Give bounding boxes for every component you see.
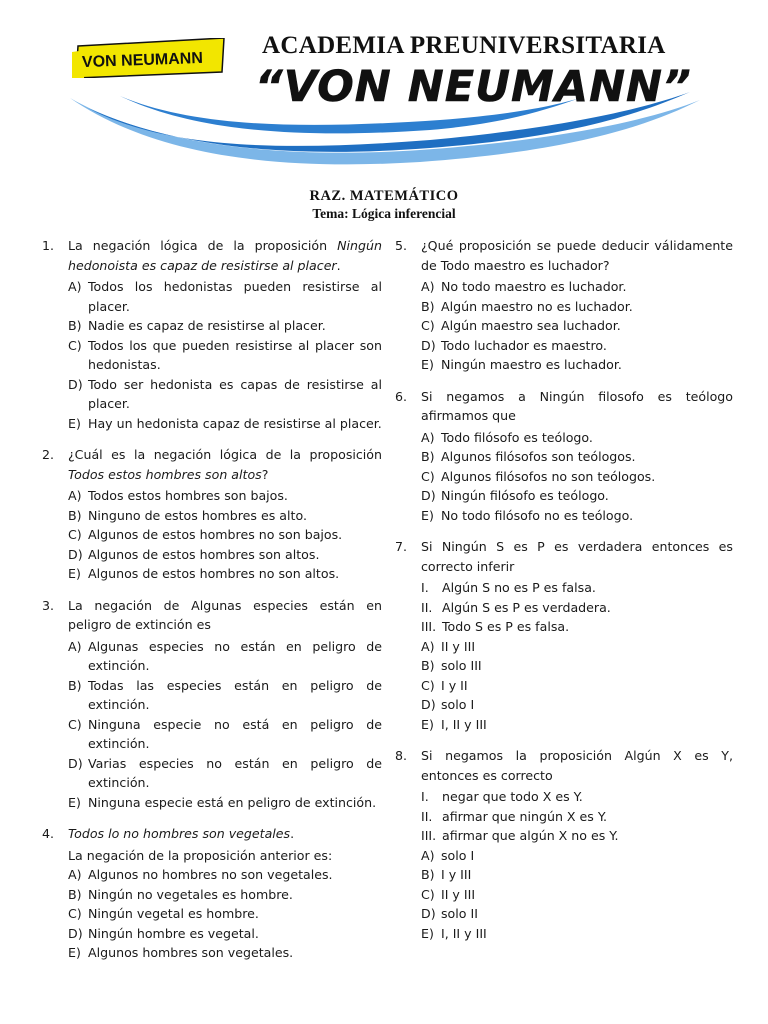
option-text: Algunos filósofos no son teólogos. — [441, 468, 656, 484]
option-text: Algunos de estos hombres no son altos. — [88, 566, 340, 581]
question-stem — [395, 236, 733, 275]
option-letter: C) — [68, 906, 82, 921]
question-item — [42, 596, 382, 813]
question-stem — [42, 824, 382, 844]
option-text: solo I — [441, 847, 475, 863]
option-text: Todos los hedonistas pueden resistirse al placer. — [88, 279, 382, 314]
statement-label: I. — [421, 580, 429, 595]
answer-option — [421, 316, 733, 336]
option-letter: B) — [421, 449, 435, 464]
option-letter: D) — [421, 488, 436, 503]
option-text: Todo filósofo es teólogo. — [441, 429, 593, 445]
option-letter: E) — [68, 566, 81, 581]
statement-text: Algún S no es P es falsa. — [442, 580, 596, 595]
statement-label: III. — [421, 619, 437, 634]
question-italic-text: Ningún hedonoista es capaz de resistirse al placer — [68, 238, 382, 273]
answer-option — [421, 846, 733, 866]
roman-statement — [421, 807, 733, 827]
option-text: I, II y III — [441, 716, 487, 732]
option-text: solo I — [441, 697, 475, 712]
academy-name: “VON NEUMANN” — [255, 62, 692, 112]
options-list — [421, 277, 733, 375]
right-column — [395, 236, 733, 955]
option-letter: A) — [68, 867, 82, 882]
left-column — [42, 236, 382, 975]
statement-label: II. — [421, 808, 433, 824]
option-text: Todas las especies están en peligro de extinción. — [88, 677, 382, 712]
option-letter: D) — [68, 925, 83, 941]
statement-text: afirmar que algún X no es Y. — [442, 828, 619, 843]
question-number: 3. — [42, 597, 55, 613]
option-letter: E) — [421, 925, 434, 941]
option-letter: A) — [421, 847, 435, 863]
answer-option — [68, 336, 382, 375]
answer-option — [421, 695, 733, 715]
question-number: 6. — [395, 388, 408, 404]
option-letter: C) — [421, 318, 435, 333]
answer-option — [68, 904, 382, 924]
answer-option — [68, 865, 382, 885]
option-letter: B) — [421, 658, 435, 673]
option-letter: A) — [68, 488, 82, 503]
question-text: Si negamos la proposición Algún X es Y, entonces es correcto — [421, 748, 733, 783]
question-item — [395, 537, 733, 734]
option-text: II y III — [441, 886, 476, 902]
question-italic-text: Todos estos hombres son altos — [68, 466, 262, 482]
option-text: Algunos de estos hombres son altos. — [88, 546, 320, 562]
roman-statement — [421, 787, 733, 807]
option-text: Todo ser hedonista es capas de resistirse al placer. — [88, 376, 382, 411]
option-text: Algún maestro sea luchador. — [441, 318, 621, 333]
question-text: Si negamos a Ningún filosofo es teólogo afirmamos que — [421, 388, 733, 423]
answer-option — [421, 336, 733, 356]
question-number: 2. — [42, 447, 55, 462]
question-stem — [42, 445, 382, 484]
option-text: Nadie es capaz de resistirse al placer. — [88, 318, 326, 333]
question-number: 8. — [395, 748, 408, 763]
question-item — [395, 387, 733, 526]
answer-option — [421, 656, 733, 676]
answer-option — [421, 428, 733, 448]
option-letter: D) — [68, 755, 83, 771]
question-italic-text: Todos lo no hombres son vegetales — [68, 826, 291, 841]
answer-option — [68, 316, 382, 336]
question-text: La negación de Algunas especies están en peligro de extinción es — [68, 597, 382, 632]
answer-option — [421, 715, 733, 735]
answer-option — [68, 924, 382, 944]
answer-option — [68, 277, 382, 316]
answer-option — [421, 277, 733, 297]
question-stem — [42, 236, 382, 275]
question-text: ¿Cuál es la negación lógica de la proposición Todos estos hombres son altos? — [68, 447, 382, 482]
question-item — [395, 746, 733, 943]
roman-statement — [421, 617, 733, 637]
options-list — [421, 787, 733, 943]
statement-text: Todo S es P es falsa. — [442, 619, 570, 634]
option-letter: A) — [68, 638, 82, 654]
answer-option — [421, 355, 733, 375]
option-letter: C) — [68, 337, 82, 353]
page-title — [0, 188, 768, 222]
question-item — [395, 236, 733, 375]
option-text: Ninguna especie está en peligro de extinción. — [88, 794, 377, 810]
option-text: Ningún hombre es vegetal. — [88, 925, 259, 941]
option-letter: B) — [68, 507, 82, 523]
option-letter: C) — [421, 886, 435, 902]
header — [0, 0, 768, 185]
answer-option — [68, 793, 382, 813]
option-text: Algunos hombres son vegetales. — [88, 945, 294, 960]
roman-statement — [421, 826, 733, 846]
answer-option — [421, 297, 733, 317]
answer-option — [421, 467, 733, 487]
question-stem — [395, 387, 733, 426]
option-letter: A) — [421, 429, 435, 445]
tema-title: Tema: Lógica inferencial — [312, 206, 456, 221]
option-letter: B) — [421, 298, 435, 314]
question-number: 1. — [42, 238, 55, 253]
statement-text: afirmar que ningún X es Y. — [442, 808, 608, 824]
option-text: No todo maestro es luchador. — [441, 279, 627, 294]
option-letter: D) — [421, 906, 436, 921]
answer-option — [68, 754, 382, 793]
option-letter: A) — [421, 279, 435, 294]
option-letter: E) — [421, 507, 434, 523]
statement-text: Algún S es P es verdadera. — [442, 599, 611, 615]
option-text: solo III — [441, 658, 482, 673]
answer-option — [68, 637, 382, 676]
answer-option — [68, 564, 382, 584]
answer-option — [421, 904, 733, 924]
option-letter: E) — [68, 794, 81, 810]
options-list — [68, 846, 382, 963]
option-text: Ninguno de estos hombres es alto. — [88, 507, 307, 523]
option-text: Hay un hedonista capaz de resistirse al placer. — [88, 415, 382, 431]
option-letter: B) — [68, 677, 82, 693]
option-letter: E) — [421, 716, 434, 732]
question-stem — [42, 596, 382, 635]
option-text: Algunos de estos hombres no son bajos. — [88, 527, 343, 542]
option-text: solo II — [441, 906, 478, 921]
option-text: Ningún vegetal es hombre. — [88, 906, 259, 921]
question-number: 4. — [42, 826, 55, 841]
option-text: Todos los que pueden resistirse al placer son hedonistas. — [88, 337, 382, 372]
option-text: Varias especies no están en peligro de extinción. — [88, 755, 382, 790]
answer-option — [421, 637, 733, 657]
question-subline: La negación de la proposición anterior es: — [68, 847, 333, 863]
option-text: Todo luchador es maestro. — [441, 337, 607, 353]
question-number: 5. — [395, 238, 408, 253]
option-letter: C) — [421, 677, 435, 693]
answer-option — [68, 545, 382, 565]
answer-option — [68, 885, 382, 905]
answer-option — [421, 865, 733, 885]
question-stem — [395, 746, 733, 785]
option-text: Ninguna especie no está en peligro de extinción. — [88, 716, 382, 751]
options-list — [421, 428, 733, 526]
option-text: Algunas especies no están en peligro de extinción. — [88, 638, 382, 673]
question-item — [42, 824, 382, 963]
option-letter: D) — [421, 697, 436, 712]
academy-line: ACADEMIA PREUNIVERSITARIA — [262, 32, 666, 59]
logo-text: VON NEUMANN — [81, 49, 204, 72]
question-item — [42, 445, 382, 584]
statement-label: I. — [421, 789, 429, 804]
option-letter: A) — [421, 638, 435, 654]
option-letter: D) — [68, 376, 83, 392]
answer-option — [421, 676, 733, 696]
option-letter: B) — [68, 886, 82, 902]
options-list — [68, 486, 382, 584]
option-letter: B) — [421, 867, 435, 882]
option-text: Ningún filósofo es teólogo. — [441, 488, 609, 503]
option-text: Algún maestro no es luchador. — [441, 298, 633, 314]
answer-option — [421, 924, 733, 944]
statement-text: negar que todo X es Y. — [442, 789, 583, 804]
option-text: No todo filósofo no es teólogo. — [441, 507, 634, 523]
options-list — [68, 637, 382, 813]
options-list — [68, 277, 382, 433]
option-text: I y II — [441, 677, 468, 693]
answer-option — [68, 525, 382, 545]
option-letter: E) — [68, 945, 81, 960]
option-letter: E) — [421, 357, 434, 372]
answer-option — [421, 486, 733, 506]
subject-title: RAZ. MATEMÁTICO — [309, 188, 459, 204]
answer-option — [68, 506, 382, 526]
option-letter: B) — [68, 318, 82, 333]
option-letter: A) — [68, 279, 82, 294]
answer-option — [421, 506, 733, 526]
answer-option — [421, 885, 733, 905]
option-text: Ningún maestro es luchador. — [441, 357, 622, 372]
question-number: 7. — [395, 539, 408, 554]
option-text: I y III — [441, 867, 472, 882]
option-letter: C) — [421, 468, 435, 484]
option-text: Algunos filósofos son teólogos. — [441, 449, 636, 464]
option-text: II y III — [441, 638, 476, 654]
option-text: Ningún no vegetales es hombre. — [88, 886, 293, 902]
option-text: Algunos no hombres no son vegetales. — [88, 867, 333, 882]
statement-label: II. — [421, 599, 433, 615]
answer-option — [68, 943, 382, 963]
roman-statement — [421, 598, 733, 618]
question-text: ¿Qué proposición se puede deducir válidamente de Todo maestro es luchador? — [421, 238, 733, 273]
question-text: Todos lo no hombres son vegetales. — [68, 826, 295, 841]
option-letter: E) — [68, 415, 81, 431]
question-stem — [395, 537, 733, 576]
answer-option — [68, 715, 382, 754]
option-text: Todos estos hombres son bajos. — [88, 488, 288, 503]
answer-option — [68, 486, 382, 506]
option-letter: D) — [421, 337, 436, 353]
statement-label: III. — [421, 828, 437, 843]
option-letter: C) — [68, 527, 82, 542]
roman-statement — [421, 578, 733, 598]
question-text: La negación lógica de la proposición Ningún hedonoista es capaz de resistirse al placer. — [68, 238, 382, 273]
question-item — [42, 236, 382, 433]
answer-option — [68, 676, 382, 715]
option-text: I, II y III — [441, 925, 487, 941]
answer-option — [421, 447, 733, 467]
options-list — [421, 578, 733, 734]
question-text: Si Ningún S es P es verdadera entonces es correcto inferir — [421, 539, 733, 574]
option-letter: D) — [68, 546, 83, 562]
answer-option — [68, 414, 382, 434]
option-letter: C) — [68, 716, 82, 732]
answer-option — [68, 375, 382, 414]
